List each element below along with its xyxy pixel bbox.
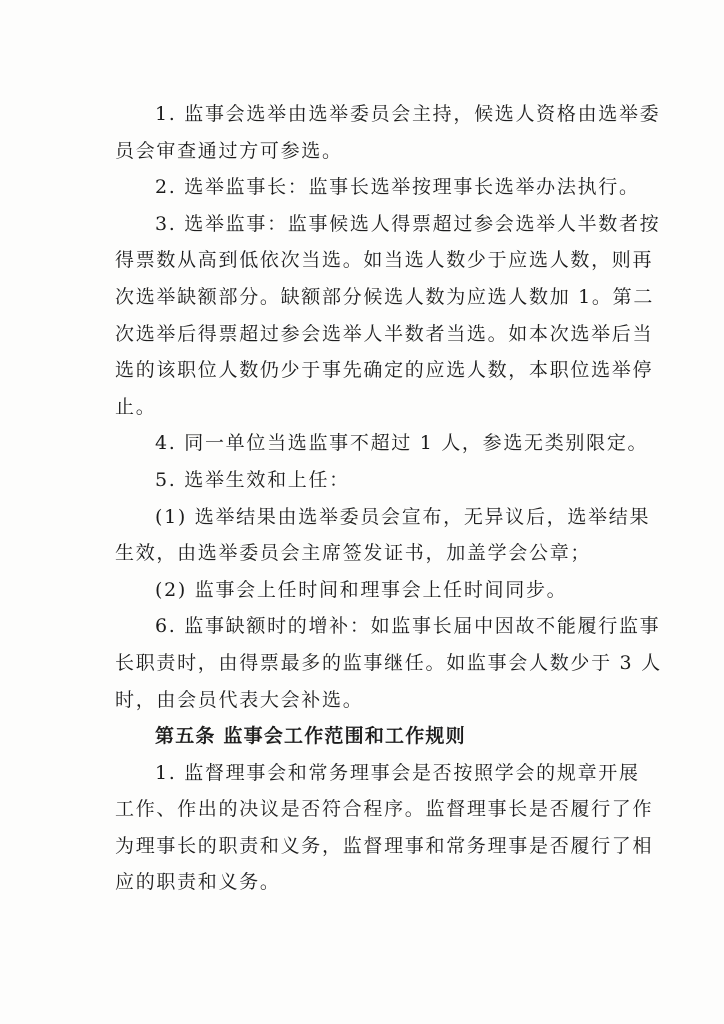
text-line: (1) 选举结果由选举委员会宣布，无异议后，选举结果 [155, 505, 651, 528]
text-line: 选的该职位人数仍少于事先确定的应选人数，本职位选举停 [115, 359, 654, 382]
text-line: 3. 选举监事：监事候选人得票超过参会选举人半数者按 [155, 212, 661, 235]
text-line: 1. 监督理事会和常务理事会是否按照学会的规章开展 [155, 761, 640, 784]
text-line: 时，由会员代表大会补选。 [115, 688, 364, 711]
text-line: 为理事长的职责和义务，监督理事和常务理事是否履行了相 [115, 834, 654, 857]
text-line: (2) 监事会上任时间和理事会上任时间同步。 [155, 578, 568, 601]
document-body [115, 96, 662, 901]
text-line: 次选举后得票超过参会选举人半数者当选。如本次选举后当 [115, 322, 654, 345]
text-line: 6. 监事缺额时的增补：如监事长届中因故不能履行监事 [155, 615, 661, 638]
text-line: 1. 监事会选举由选举委员会主持，候选人资格由选举委 [155, 103, 661, 125]
section-heading: 第五条 监事会工作范围和工作规则 [155, 725, 466, 748]
text-line: 工作、作出的决议是否符合程序。监督理事长是否履行了作 [115, 798, 654, 821]
text-line: 止。 [115, 395, 157, 418]
text-line: 员会审查通过方可参选。 [115, 139, 343, 162]
text-line: 5. 选举生效和上任： [155, 468, 350, 491]
text-line: 生效，由选举委员会主席签发证书，加盖学会公章； [115, 542, 592, 565]
text-line: 得票数从高到低依次当选。如当选人数少于应选人数，则再 [115, 249, 654, 272]
text-line: 长职责时，由得票最多的监事继任。如监事会人数少于 3 人 [115, 651, 662, 674]
text-line: 应的职责和义务。 [115, 871, 281, 894]
text-line: 次选举缺额部分。缺额部分候选人数为应选人数加 1。第二 [115, 285, 655, 308]
text-line: 4. 同一单位当选监事不超过 1 人，参选无类别限定。 [155, 432, 649, 455]
text-line: 2. 选举监事长：监事长选举按理事长选举办法执行。 [155, 176, 640, 199]
